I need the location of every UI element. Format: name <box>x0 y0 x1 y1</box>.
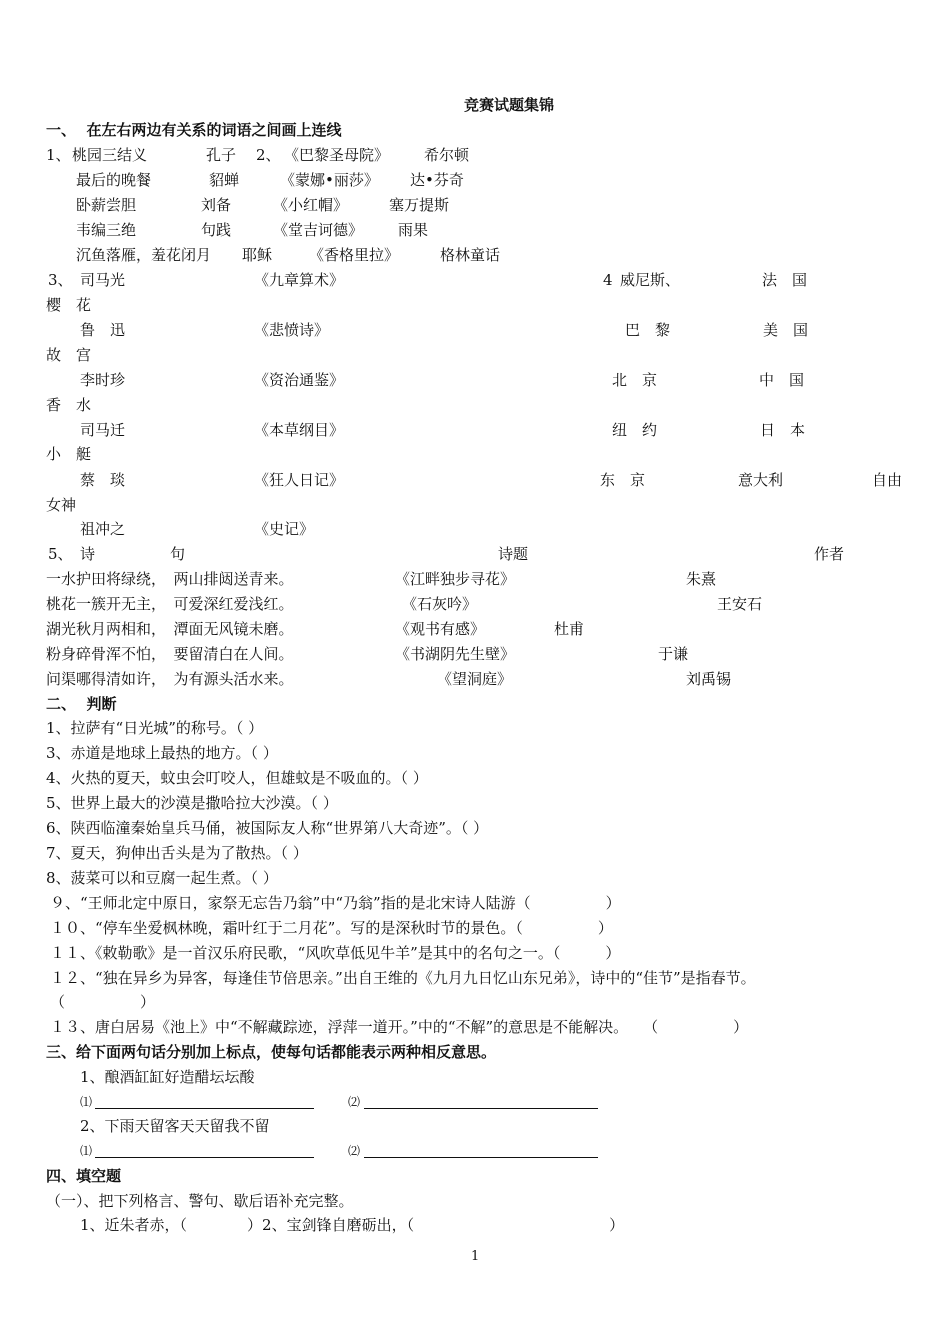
q5-poem-title: 《江畔独步寻花》 <box>395 570 516 588</box>
q2-left-item: 《香格里拉》 <box>309 246 400 264</box>
q5-poem-line: 问渠哪得清如许， 为有源头活水来。 <box>46 670 294 688</box>
q3-person: 李时珍 <box>80 371 126 389</box>
q5-author: 杜甫 <box>554 620 585 638</box>
q4-item-wrap-rest: 女神 <box>46 496 77 514</box>
q2-left-item: 《小红帽》 <box>273 196 349 214</box>
punct-sentence: 2、下雨天留客天天留我不留 <box>80 1117 270 1135</box>
section4-sub: （一）、把下列格言、警句、歇后语补充完整。 <box>46 1192 354 1210</box>
q4-item: 樱 花 <box>46 296 92 314</box>
q5-poem-title: 《书湖阴先生壁》 <box>395 645 516 663</box>
q2-left-item: 《堂吉诃德》 <box>273 221 364 239</box>
q4-country: 意大利 <box>738 471 784 489</box>
q3-person: 司马迁 <box>80 421 126 439</box>
q4-country: 法 国 <box>762 271 808 289</box>
q5-author: 于谦 <box>658 645 689 663</box>
answer-blank[interactable] <box>95 1157 314 1158</box>
page-title: 竞赛试题集锦 <box>464 96 555 114</box>
judge-item: ９、“王师北定中原日，家祭无忘告乃翁”中“乃翁”指的是北宋诗人陆游（ ） <box>50 894 621 912</box>
section4-heading: 四、填空题 <box>46 1167 122 1185</box>
q1-left-item: 最后的晚餐 <box>76 171 152 189</box>
q4-label: 4 <box>603 271 613 289</box>
q4-city: 东 京 <box>600 471 646 489</box>
q5-label: 5、 <box>48 545 73 563</box>
q5-poem-line: 一水护田将绿绕， 两山排闼送青来。 <box>46 570 294 588</box>
q3-work: 《悲愤诗》 <box>254 321 330 339</box>
judge-item: 3、赤道是地球上最热的地方。（ ） <box>46 744 278 762</box>
judge-item: １１、《敕勒歌》是一首汉乐府民歌，“风吹草低见牛羊”是其中的名句之一。（ ） <box>50 944 621 962</box>
q4-item: 故 宫 <box>46 346 92 364</box>
judge-item: 7、夏天，狗伸出舌头是为了散热。（ ） <box>46 844 308 862</box>
q1-right-item: 句践 <box>201 221 232 239</box>
q2-right-item: 雨果 <box>398 221 429 239</box>
punct-sentence: 1、酿酒缸缸好造醋坛坛酸 <box>80 1068 255 1086</box>
q5-header-author: 作者 <box>814 545 845 563</box>
q1-right-item: 孔子 <box>206 146 237 164</box>
q1-left-item: 卧薪尝胆 <box>76 196 137 214</box>
q4-item: 小 艇 <box>46 445 92 463</box>
section2-heading: 二、 判断 <box>46 695 117 713</box>
q5-header-title: 诗题 <box>498 545 529 563</box>
q1-right-item: 貂蝉 <box>209 171 240 189</box>
judge-item: １３、唐白居易《池上》中“不解藏踪迹，浮萍一道开。”中的“不解”的意思是不能解决。 （ ） <box>50 1018 749 1036</box>
section3-heading: 三、给下面两句话分别加上标点，使每句话都能表示两种相反意思。 <box>46 1043 497 1061</box>
q4-city: 纽 约 <box>612 421 658 439</box>
q5-poem-title: 《观书有感》 <box>395 620 486 638</box>
fill-line: 1、近朱者赤，（ ）2、宝剑锋自磨砺出，（ ） <box>80 1216 625 1234</box>
q3-work: 《九章算术》 <box>254 271 345 289</box>
q5-poem-title: 《石灰吟》 <box>402 595 478 613</box>
blank-label: ⑴ <box>80 1144 93 1158</box>
q3-work: 《本草纲目》 <box>254 421 345 439</box>
answer-blank[interactable] <box>95 1108 314 1109</box>
judge-item: （ ） <box>50 993 156 1011</box>
q4-item-wrap: 自由 <box>872 471 903 489</box>
q4-item: 香 水 <box>46 396 92 414</box>
page-number: 1 <box>471 1249 480 1264</box>
q4-item <box>46 473 906 513</box>
q4-city: 威尼斯、 <box>620 271 681 289</box>
q5-author: 王安石 <box>717 595 763 613</box>
q1-left-item: 韦编三绝 <box>76 221 137 239</box>
q4-country: 中 国 <box>759 371 805 389</box>
q5-poem-line: 粉身碎骨浑不怕， 要留清白在人间。 <box>46 645 294 663</box>
answer-blank[interactable] <box>364 1108 598 1109</box>
q1-left-item: 桃园三结义 <box>72 146 148 164</box>
q3-work: 《史记》 <box>254 520 315 538</box>
q2-left-item: 《蒙娜•丽莎》 <box>280 171 379 189</box>
q1-left-item: 沉鱼落雁，羞花闭月 <box>76 246 212 264</box>
q2-right-item: 塞万提斯 <box>389 196 450 214</box>
q3-person: 蔡 琰 <box>80 471 126 489</box>
q4-country: 日 本 <box>760 421 806 439</box>
q4-city: 北 京 <box>612 371 658 389</box>
q5-header-lines: 诗 句 <box>80 545 186 563</box>
judge-item: 4、火热的夏天，蚊虫会叮咬人，但雄蚊是不吸血的。（ ） <box>46 769 428 787</box>
answer-blank[interactable] <box>364 1157 598 1158</box>
q5-poem-title: 《望洞庭》 <box>437 670 513 688</box>
q1-right-item: 刘备 <box>201 196 232 214</box>
section1-heading: 一、 在左右两边有关系的词语之间画上连线 <box>46 121 342 139</box>
q1-label: 1、 <box>46 146 71 164</box>
judge-item: 6、陕西临潼秦始皇兵马俑，被国际友人称“世界第八大奇迹”。（ ） <box>46 819 489 837</box>
q4-city: 巴 黎 <box>625 321 671 339</box>
q2-label: 2、 <box>256 146 281 164</box>
judge-item: 5、世界上最大的沙漠是撒哈拉大沙漠。（ ） <box>46 794 338 812</box>
judge-item: １０、“停车坐爱枫林晚，霜叶红于二月花”。写的是深秋时节的景色。（ ） <box>50 919 613 937</box>
blank-label: ⑵ <box>348 1095 361 1109</box>
q3-person: 祖冲之 <box>80 520 126 538</box>
judge-item: 8、菠菜可以和豆腐一起生煮。（ ） <box>46 869 278 887</box>
q2-left-item: 《巴黎圣母院》 <box>284 146 390 164</box>
q5-author: 刘禹锡 <box>686 670 732 688</box>
q5-poem-line: 湖光秋月两相和， 潭面无风镜未磨。 <box>46 620 294 638</box>
judge-item: １２、“独在异乡为异客，每逢佳节倍思亲。”出自王维的《九月九日忆山东兄弟》，诗中的“佳节”是指春节。 <box>50 969 756 987</box>
q2-right-item: 达•芬奇 <box>410 171 464 189</box>
blank-label: ⑵ <box>348 1144 361 1158</box>
judge-item: 1、拉萨有“日光城”的称号。（ ） <box>46 719 264 737</box>
q4-country: 美 国 <box>763 321 809 339</box>
q3-label: 3、 <box>48 271 73 289</box>
q3-person: 司马光 <box>80 271 126 289</box>
q3-work: 《狂人日记》 <box>254 471 345 489</box>
q5-author: 朱熹 <box>686 570 717 588</box>
blank-label: ⑴ <box>80 1095 93 1109</box>
q1-right-item: 耶稣 <box>242 246 273 264</box>
q3-person: 鲁 迅 <box>80 321 126 339</box>
q2-right-item: 格林童话 <box>440 246 501 264</box>
q2-right-item: 希尔顿 <box>424 146 470 164</box>
q3-work: 《资治通鉴》 <box>254 371 345 389</box>
q5-poem-line: 桃花一簇开无主， 可爱深红爱浅红。 <box>46 595 294 613</box>
